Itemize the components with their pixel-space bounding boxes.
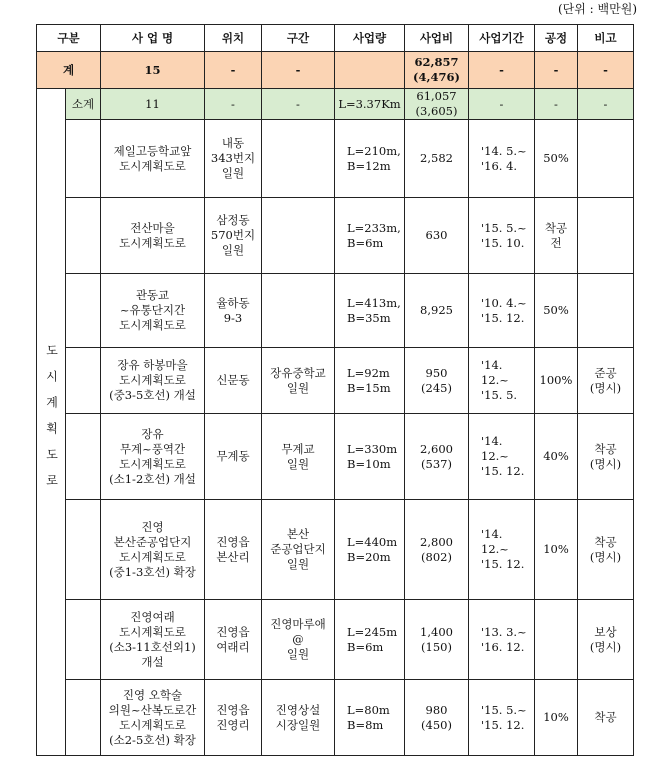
- project-amount: L=233m, B=6m: [335, 198, 405, 274]
- category-label: 도시계획도로: [37, 89, 66, 756]
- project-cost: 1,400 (150): [405, 600, 469, 680]
- row-spacer: [66, 198, 101, 274]
- subtotal-label: 소계: [66, 89, 101, 120]
- total-section: -: [262, 52, 335, 89]
- subtotal-count: 11: [101, 89, 205, 120]
- project-cost: 8,925: [405, 274, 469, 348]
- unit-note: (단위 : 백만원): [558, 2, 637, 16]
- project-period: '14. 12.~ '15. 5.: [469, 348, 535, 414]
- header-progress: 공정: [535, 25, 578, 52]
- project-period: '15. 5.~ '15. 12.: [469, 680, 535, 756]
- project-note: [578, 120, 634, 198]
- project-location: 진영읍 여래리: [205, 600, 262, 680]
- subtotal-period: -: [469, 89, 535, 120]
- project-amount: L=330m B=10m: [335, 414, 405, 500]
- header-note: 비고: [578, 25, 634, 52]
- project-section: 본산 준공업단지 일원: [262, 500, 335, 600]
- project-row: [37, 500, 634, 600]
- project-note: 착공 (명시): [578, 500, 634, 600]
- project-row: [37, 198, 634, 274]
- total-period: -: [469, 52, 535, 89]
- project-name: 진영여래 도시계획도로 (소3-11호선외1) 개설: [101, 600, 205, 680]
- row-spacer: [66, 120, 101, 198]
- total-progress: -: [535, 52, 578, 89]
- project-section: [262, 198, 335, 274]
- project-row: [37, 120, 634, 198]
- project-row: [37, 274, 634, 348]
- project-period: '10. 4.~ '15. 12.: [469, 274, 535, 348]
- row-spacer: [66, 274, 101, 348]
- project-section: 장유중학교 일원: [262, 348, 335, 414]
- project-location: 신문동: [205, 348, 262, 414]
- project-name: 장유 하봉마을 도시계획도로 (중3-5호선) 개설: [101, 348, 205, 414]
- project-progress: 50%: [535, 274, 578, 348]
- project-location: 진영읍 진영리: [205, 680, 262, 756]
- project-progress: 착공 전: [535, 198, 578, 274]
- header-row: [37, 25, 634, 52]
- project-progress: 40%: [535, 414, 578, 500]
- row-spacer: [66, 680, 101, 756]
- project-amount: L=245m B=6m: [335, 600, 405, 680]
- project-name: 관동교 ~유통단지간 도시계획도로: [101, 274, 205, 348]
- project-cost: 630: [405, 198, 469, 274]
- project-name: 진영 오학술 의원~산복도로간 도시계획도로 (소2-5호선) 확장: [101, 680, 205, 756]
- project-note: 착공: [578, 680, 634, 756]
- project-section: 무계교 일원: [262, 414, 335, 500]
- project-row: [37, 414, 634, 500]
- project-cost: 950 (245): [405, 348, 469, 414]
- total-label: 계: [37, 52, 101, 89]
- project-location: 삼정동 570번지 일원: [205, 198, 262, 274]
- project-name: 전산마을 도시계획도로: [101, 198, 205, 274]
- total-count: 15: [101, 52, 205, 89]
- row-spacer: [66, 600, 101, 680]
- project-period: '13. 3.~ '16. 12.: [469, 600, 535, 680]
- project-note: [578, 274, 634, 348]
- project-location: 진영읍 본산리: [205, 500, 262, 600]
- row-spacer: [66, 500, 101, 600]
- project-progress: 50%: [535, 120, 578, 198]
- project-row: [37, 680, 634, 756]
- project-section: [262, 274, 335, 348]
- subtotal-row: [37, 89, 634, 120]
- project-progress: [535, 600, 578, 680]
- project-progress: 10%: [535, 680, 578, 756]
- project-cost: 2,800 (802): [405, 500, 469, 600]
- project-name: 진영 본산준공업단지 도시계획도로 (중1-3호선) 확장: [101, 500, 205, 600]
- project-amount: L=80m B=8m: [335, 680, 405, 756]
- project-progress: 100%: [535, 348, 578, 414]
- subtotal-amount: L=3.37Km: [335, 89, 405, 120]
- header-project-name: 사 업 명: [101, 25, 205, 52]
- total-row: [37, 52, 634, 89]
- project-name: 제일고등학교앞 도시계획도로: [101, 120, 205, 198]
- project-amount: L=92m B=15m: [335, 348, 405, 414]
- subtotal-progress: -: [535, 89, 578, 120]
- project-section: [262, 120, 335, 198]
- total-location: -: [205, 52, 262, 89]
- project-amount: L=413m, B=35m: [335, 274, 405, 348]
- project-cost: 2,582: [405, 120, 469, 198]
- subtotal-note: -: [578, 89, 634, 120]
- project-period: '14. 5.~ '16. 4.: [469, 120, 535, 198]
- project-section: 진영마루애 @ 일원: [262, 600, 335, 680]
- project-amount: L=210m, B=12m: [335, 120, 405, 198]
- header-amount: 사업량: [335, 25, 405, 52]
- project-cost: 2,600 (537): [405, 414, 469, 500]
- project-section: 진영상설 시장일원: [262, 680, 335, 756]
- header-category: 구분: [37, 25, 101, 52]
- project-cost: 980 (450): [405, 680, 469, 756]
- total-note: -: [578, 52, 634, 89]
- project-period: '14. 12.~ '15. 12.: [469, 500, 535, 600]
- project-period: '14. 12.~ '15. 12.: [469, 414, 535, 500]
- project-row: [37, 348, 634, 414]
- project-note: [578, 198, 634, 274]
- project-row: [37, 600, 634, 680]
- project-table: [36, 24, 634, 756]
- subtotal-location: -: [205, 89, 262, 120]
- total-cost: 62,857 (4,476): [405, 52, 469, 89]
- subtotal-cost: 61,057 (3,605): [405, 89, 469, 120]
- project-note: 보상 (명시): [578, 600, 634, 680]
- project-location: 율하동 9-3: [205, 274, 262, 348]
- header-period: 사업기간: [469, 25, 535, 52]
- subtotal-section: -: [262, 89, 335, 120]
- project-name: 장유 무계~풍역간 도시계획도로 (소1-2호선) 개설: [101, 414, 205, 500]
- project-amount: L=440m B=20m: [335, 500, 405, 600]
- row-spacer: [66, 348, 101, 414]
- project-note: 착공 (명시): [578, 414, 634, 500]
- header-section: 구간: [262, 25, 335, 52]
- project-period: '15. 5.~ '15. 10.: [469, 198, 535, 274]
- project-note: 준공 (명시): [578, 348, 634, 414]
- header-cost: 사업비: [405, 25, 469, 52]
- project-progress: 10%: [535, 500, 578, 600]
- project-location: 내동 343번지 일원: [205, 120, 262, 198]
- header-location: 위치: [205, 25, 262, 52]
- total-amount: [335, 52, 405, 89]
- row-spacer: [66, 414, 101, 500]
- project-location: 무계동: [205, 414, 262, 500]
